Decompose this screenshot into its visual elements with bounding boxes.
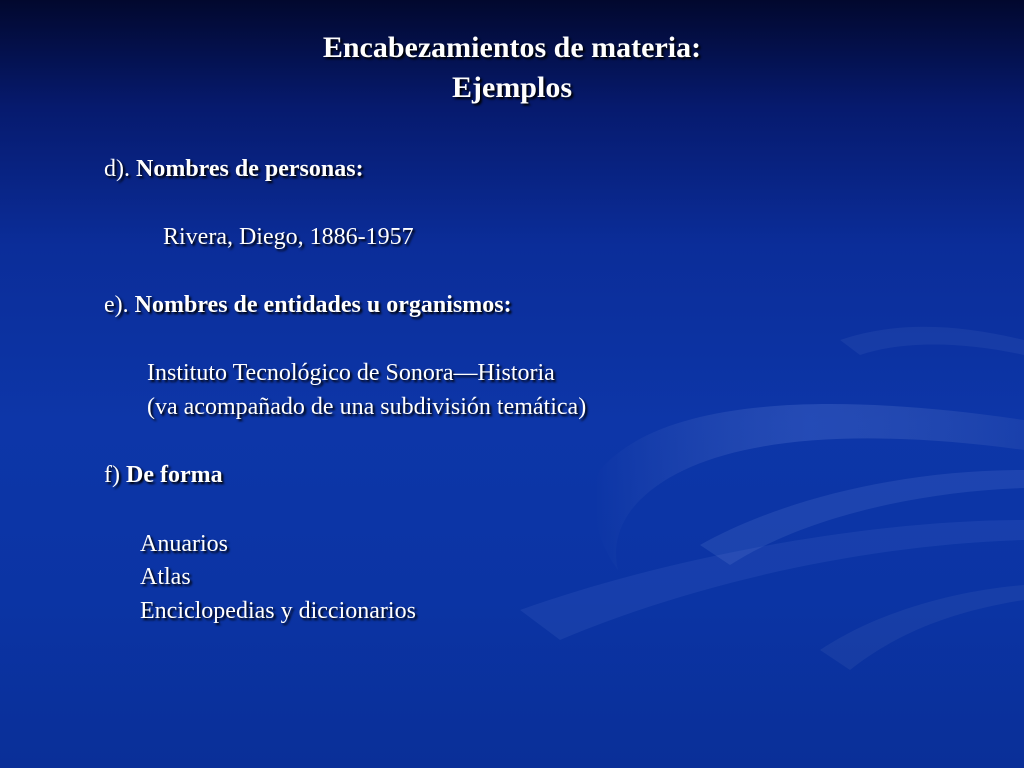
section-d-title: Nombres de personas: xyxy=(136,156,364,182)
section-f-prefix: f) xyxy=(104,462,120,488)
section-d-item-1: Rivera, Diego, 1886-1957 xyxy=(163,224,414,250)
slide-title-line-1: Encabezamientos de materia: xyxy=(322,31,702,64)
section-e-heading xyxy=(104,290,512,320)
section-f-title: De forma xyxy=(125,462,223,488)
section-e-prefix: e). xyxy=(104,292,129,318)
slide-title xyxy=(0,28,1024,108)
section-e-title: Nombres de entidades u organismos: xyxy=(134,292,512,318)
slide-title-line-2: Ejemplos xyxy=(452,71,572,104)
section-f-heading xyxy=(104,460,223,490)
section-f-item-3: Enciclopedias y diccionarios xyxy=(140,598,416,624)
section-e-item-1: Instituto Tecnológico de Sonora—Historia xyxy=(147,360,555,386)
section-d-heading xyxy=(104,154,364,184)
section-f-item-2: Atlas xyxy=(140,564,191,590)
section-d-prefix: d). xyxy=(104,156,130,182)
section-e-item-2: (va acompañado de una subdivisión temática) xyxy=(147,394,587,420)
section-f-item-1: Anuarios xyxy=(140,531,228,557)
